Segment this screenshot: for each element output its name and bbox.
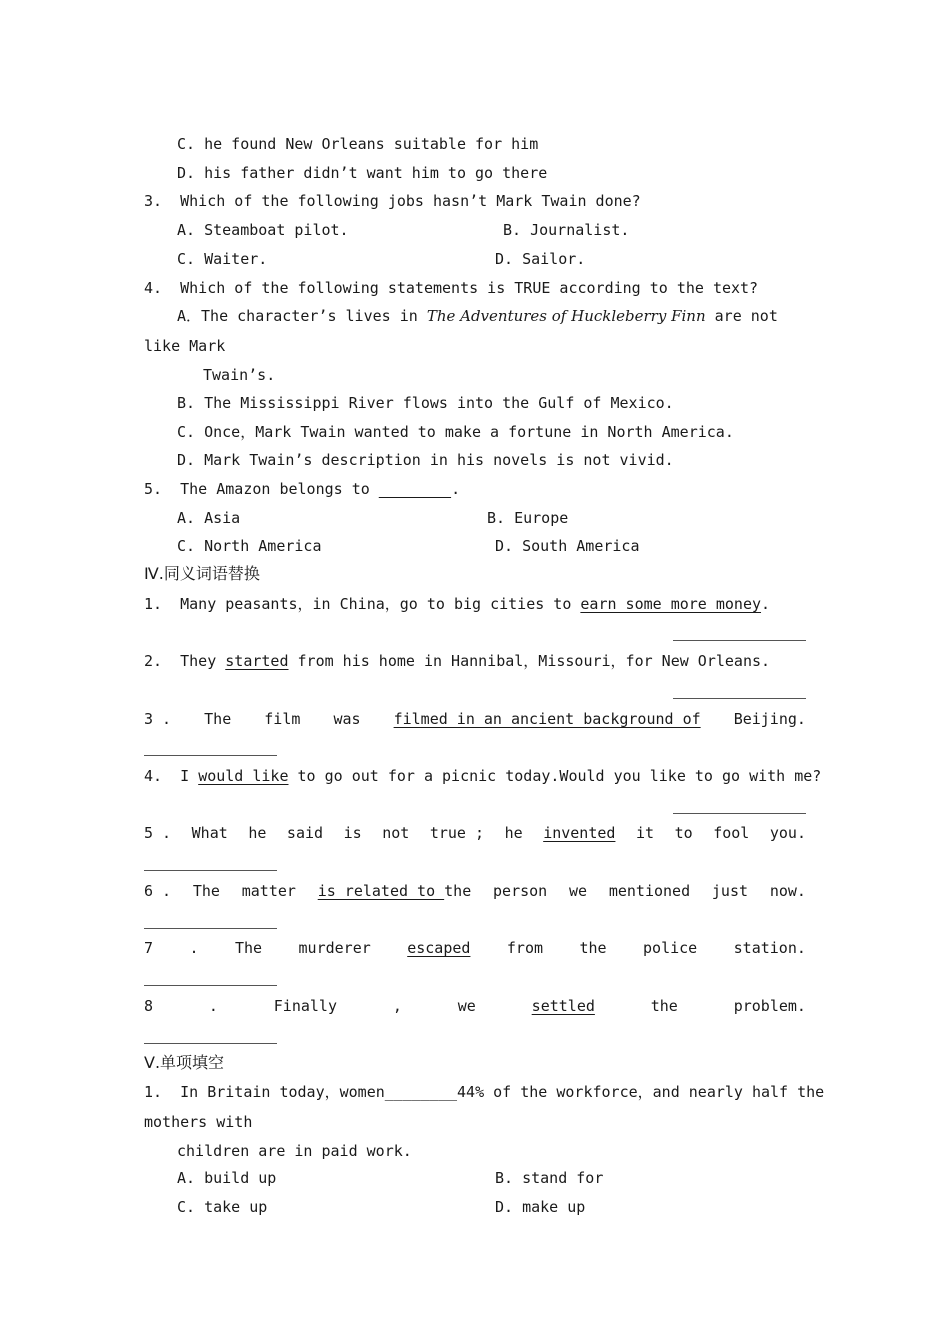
- word: just: [711, 882, 749, 900]
- answer-blank-3[interactable]: [144, 755, 277, 756]
- q5-blank: ________: [378, 480, 452, 498]
- word: you.: [769, 824, 806, 842]
- answer-blank-6[interactable]: [144, 928, 277, 929]
- q3-option-b: B. Journalist.: [503, 221, 630, 239]
- q2-option-c: C. he found New Orleans suitable for him: [177, 135, 539, 153]
- mc-option-b: B. stand for: [495, 1169, 604, 1187]
- synonym-item-2-text: 2. They: [144, 652, 226, 670]
- mc-item-1-line2: mothers with: [144, 1113, 253, 1131]
- word: What: [191, 824, 228, 842]
- word: police: [643, 939, 698, 957]
- word: he: [504, 824, 523, 842]
- synonym-item-2-end: from his home in Hannibal，Missouri，for New Orleans.: [288, 652, 771, 670]
- synonym-item-3: [144, 709, 806, 729]
- word: Beijing.: [733, 710, 806, 728]
- synonym-item-7-underlined: escaped: [407, 939, 471, 957]
- q4-option-a-text: A．The character’s lives in: [177, 307, 427, 325]
- item-number: 6 .: [144, 882, 172, 900]
- item-dot: .: [189, 939, 199, 957]
- q5-option-c: C. North America: [177, 537, 322, 555]
- word: was: [333, 710, 361, 728]
- synonym-item-1: [144, 594, 770, 614]
- q3-stem: 3. Which of the following jobs hasn’t Mark Twain done?: [144, 192, 641, 210]
- q5-option-b: B. Europe: [487, 509, 569, 527]
- answer-blank-2[interactable]: [673, 698, 806, 699]
- item-number: 7: [144, 939, 154, 957]
- word: the: [650, 997, 678, 1015]
- answer-blank-4[interactable]: [673, 813, 806, 814]
- comma: ,: [392, 997, 402, 1015]
- word: not: [382, 824, 410, 842]
- item-number: 5 .: [144, 824, 172, 842]
- synonym-item-2: [144, 651, 770, 671]
- q4-option-d: D. Mark Twain’s description in his novels is not vivid.: [177, 451, 674, 469]
- synonym-item-4-end: to go out for a picnic today.Would you like to go with me?: [288, 767, 822, 785]
- synonym-item-6-underlined: is related to: [317, 882, 445, 900]
- q5-stem-end: .: [451, 480, 461, 498]
- item-number: 3 .: [144, 710, 172, 728]
- answer-blank-1[interactable]: [673, 640, 806, 641]
- section-v-heading: Ⅴ.单项填空: [144, 1053, 225, 1072]
- q3-option-a: A. Steamboat pilot.: [177, 221, 349, 239]
- word: murderer: [298, 939, 371, 957]
- synonym-item-2-underlined: started: [225, 652, 289, 670]
- mc-item-1-line3: children are in paid work.: [177, 1142, 412, 1160]
- q4-option-a-tail: are not: [705, 307, 778, 325]
- word: we: [569, 882, 588, 900]
- synonym-item-4-underlined: would like: [198, 767, 289, 785]
- word: we: [457, 997, 476, 1015]
- q5-stem: [144, 479, 460, 499]
- q3-option-d: D. Sailor.: [495, 250, 586, 268]
- q4-option-c: C. Once，Mark Twain wanted to make a fortune in North America.: [177, 423, 734, 441]
- word: true ;: [429, 824, 485, 842]
- word: station.: [733, 939, 806, 957]
- q3-option-c: C. Waiter.: [177, 250, 268, 268]
- book-title: The Adventures of Huckleberry Finn: [426, 307, 706, 325]
- word: The: [204, 710, 232, 728]
- word: fool: [713, 824, 750, 842]
- synonym-item-8: [144, 996, 806, 1016]
- answer-blank-7[interactable]: [144, 985, 277, 986]
- word: person: [493, 882, 548, 900]
- section-iv-heading: Ⅳ.同义词语替换: [144, 564, 260, 583]
- word: matter: [241, 882, 296, 900]
- mc-item-1-line1: 1. In Britain today，women________44% of the workforce，and nearly half the: [144, 1083, 825, 1101]
- answer-blank-8[interactable]: [144, 1043, 277, 1044]
- synonym-item-1-text: 1. Many peasants，in China，go to big cities to: [144, 595, 581, 613]
- word: is: [343, 824, 362, 842]
- mc-option-c: C. take up: [177, 1198, 268, 1216]
- mc-option-d: D. make up: [495, 1198, 586, 1216]
- q5-stem-text: 5. The Amazon belongs to: [144, 480, 379, 498]
- word: the: [579, 939, 607, 957]
- q4-option-b: B. The Mississippi River flows into the Gulf of Mexico.: [177, 394, 674, 412]
- q4-option-a-cont2: Twain’s.: [203, 366, 276, 384]
- synonym-item-3-underlined: filmed in an ancient background of: [393, 710, 701, 728]
- word: The: [234, 939, 263, 957]
- q2-option-d: D. his father didn’t want him to go there: [177, 164, 548, 182]
- word: said: [286, 824, 324, 842]
- word: the: [444, 882, 472, 900]
- mc-option-a: A. build up: [177, 1169, 277, 1187]
- word: from: [506, 939, 544, 957]
- synonym-item-4: [144, 766, 821, 786]
- word: to: [674, 824, 693, 842]
- synonym-item-5: [144, 823, 806, 843]
- item-number: 8: [144, 997, 154, 1015]
- synonym-item-6: [144, 881, 806, 901]
- synonym-item-1-underlined: earn some more money: [580, 595, 762, 613]
- word: now.: [769, 882, 806, 900]
- item-dot: .: [208, 997, 218, 1015]
- synonym-item-7: [144, 938, 806, 958]
- q5-option-d: D. South America: [495, 537, 640, 555]
- q4-option-a: [177, 306, 806, 326]
- word: Finally: [273, 997, 337, 1015]
- synonym-item-5-underlined: invented: [543, 824, 616, 842]
- word: it: [635, 824, 655, 842]
- word: film: [264, 710, 301, 728]
- q4-stem: 4. Which of the following statements is TRUE according to the text?: [144, 279, 759, 297]
- synonym-item-4-text: 4. I: [144, 767, 199, 785]
- synonym-item-8-underlined: settled: [531, 997, 595, 1015]
- word: The: [192, 882, 220, 900]
- q5-option-a: A. Asia: [177, 509, 241, 527]
- word: he: [248, 824, 267, 842]
- word: problem.: [733, 997, 806, 1015]
- word: mentioned: [608, 882, 691, 900]
- answer-blank-5[interactable]: [144, 870, 277, 871]
- synonym-item-1-end: .: [761, 595, 771, 613]
- q4-option-a-cont1: like Mark: [144, 337, 226, 355]
